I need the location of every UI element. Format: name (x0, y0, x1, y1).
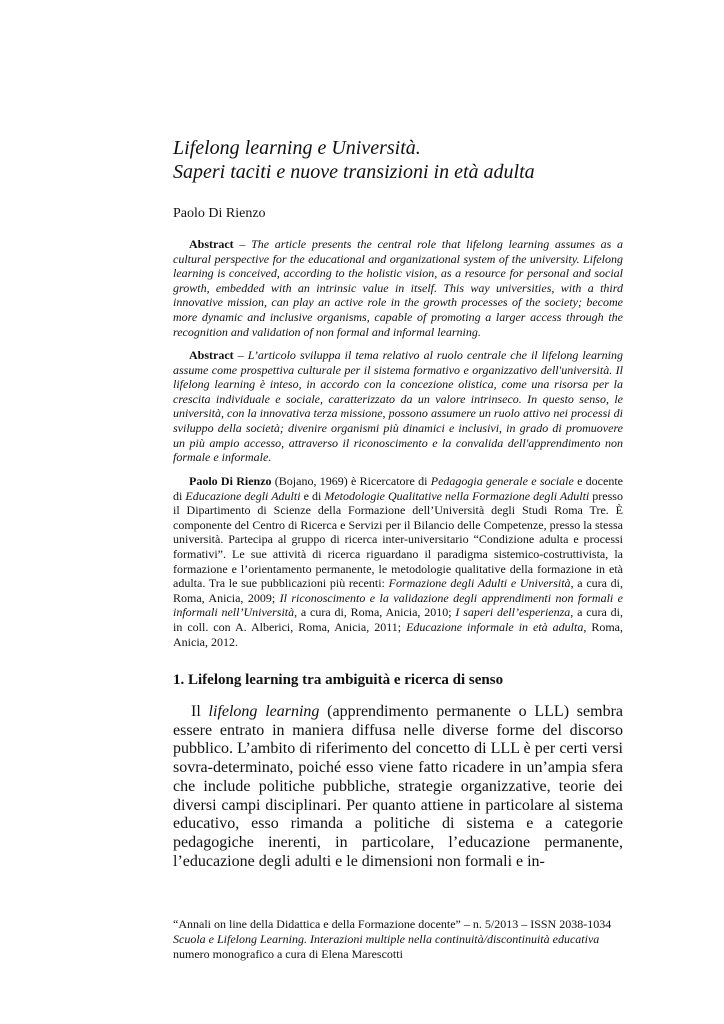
title-line-2: Saperi taciti e nuove transizioni in età adulta (173, 161, 535, 183)
article-title (173, 136, 623, 184)
bio-italic: Educazione degli Adulti (185, 488, 301, 503)
bio-italic: Metodologie Qualitative nella Formazione degli Adulti (324, 488, 590, 503)
abstract-dash: – (233, 348, 248, 362)
page-footer (173, 917, 623, 962)
bio-text: , a cura di, Roma, Anicia, 2010; (294, 605, 456, 620)
bio-text: , Roma, Anicia, 2012. (173, 619, 623, 649)
bio-text: e di (300, 488, 325, 503)
footer-editor: numero monografico a cura di Elena Marescotti (173, 947, 403, 961)
body-paragraph (173, 703, 623, 871)
bio-name: Paolo Di Rienzo (189, 474, 272, 488)
bio-text: e docente di (173, 474, 623, 503)
body-italic: lifelong learning (208, 703, 320, 720)
abstract-dash: – (233, 237, 252, 251)
bio-italic: I saperi dell’esperienza (455, 605, 571, 620)
author-name: Paolo Di Rienzo (173, 206, 266, 221)
bio-italic: Pedagogia generale e sociale (430, 474, 574, 488)
body-text: Il (191, 703, 209, 720)
section-heading: 1. Lifelong learning tra ambiguità e ricerca di senso (173, 672, 504, 688)
footer-issue-title: Scuola e Lifelong Learning. Interazioni multiple nella continuità/discontinuità educativa (173, 932, 600, 946)
abstract-label: Abstract (189, 237, 234, 251)
abstract-english (173, 237, 623, 339)
bio-text: , a cura di, Roma, Anicia, 2009; (173, 576, 624, 605)
abstract-label: Abstract (189, 348, 234, 362)
author-bio (173, 474, 623, 649)
footer-journal: “Annali on line della Didattica e della Formazione docente” – n. 5/2013 – ISSN 2038-1034 (173, 917, 612, 931)
body-text: (apprendimento permanente o LLL) sembra essere entrato in maniera diffusa nelle diverse forme del discorso pubblico. L’ambito di riferimento del concetto di LLL è per certi versi sovra-determinato, poiché esso viene fatto ricadere in un’ampia sfera che include politiche pubbliche, strategie organizzative, teorie dei diversi campi disciplinari. Per quanto attiene in particolare al sistema educativo, esso rimanda a politiche di sistema e a categorie pedagogiche inerenti, in particolare, l’educazione permanente, l’educazione degli adulti e le dimensioni non formali e in- (173, 703, 624, 870)
abstract-italian (173, 348, 623, 465)
abstract-text: L’articolo sviluppa il tema relativo al ruolo centrale che il lifelong learning assume come prospettiva culturale per il sistema formativo e organizzativo dell'università. Il lifelong learning è inteso, in accordo con la concezione olistica, come una risorsa per la crescita individuale e sociale, caratterizzato da un valore intrinseco. In questo senso, le università, con la innovativa terza missione, possono assumere un ruolo attivo nei processi di sviluppo della società; divenire organismi più dinamici e inclusivi, in grado di promuovere un più ampio accesso, attraverso il riconoscimento e la convalida dell'apprendimento non formale e informale. (173, 348, 624, 465)
bio-text: , a cura di, in coll. con A. Alberici, Roma, Anicia, 2011; (173, 605, 623, 634)
bio-text: presso il Dipartimento di Scienze della Formazione dell’Università degli Studi Roma Tre. È componente del Centro di Ricerca e Servizi per il Bilancio delle Competenze, presso la stessa università. Partecipa al gruppo di ricerca inter-universitario “Condizione adulta e processi formativi”. Le sue attività di ricerca riguardano il paradigma sistemico-costruttivista, la formazione e l’orientamento permanente, le metodologie qualitative della formazione in età adulta. Tra le sue pubblicazioni più recenti: (173, 488, 623, 591)
abstract-text: The article presents the central role that lifelong learning assumes as a cultural perspective for the educational and organizational system of the university. Lifelong learning is conceived, according to the holistic vision, as a resource for personal and social growth, embedded with an intrinsic value in itself. This way universities, with a third innovative mission, can play an active role in the growth processes of the society; become more dynamic and inclusive organisms, capable of promoting a larger access through the recognition and validation of non formal and informal learning. (173, 237, 624, 339)
title-line-1: Lifelong learning e Università. (173, 137, 421, 159)
bio-italic: Educazione informale in età adulta (406, 619, 584, 634)
bio-italic: Il riconoscimento e la validazione degli apprendimenti non formali e informali nell’Università (173, 590, 623, 620)
bio-text: (Bojano, 1969) è Ricercatore di (271, 474, 431, 488)
bio-italic: Formazione degli Adulti e Università (388, 576, 571, 591)
